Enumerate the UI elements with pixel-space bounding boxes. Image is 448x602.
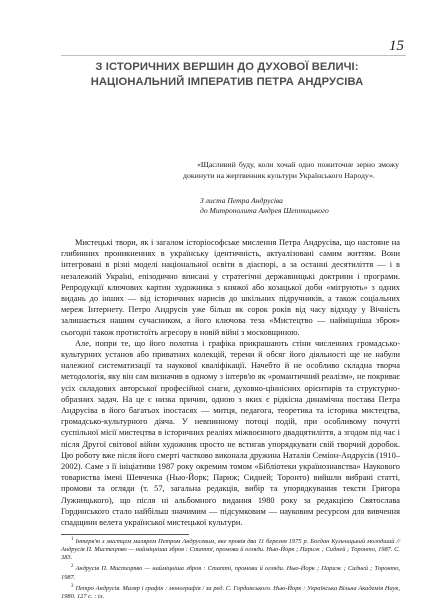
footnote-mark: 2 <box>71 564 74 570</box>
footnote-text: Інтерв'ю з мистцем малярем Петром Андрусевим, яке провів два 11 березня 1975 р. Богдан Кульчицький молодший // Андрусів П. Мистецтво — найміцніша зброя : Статті, промови й огляди. Нью-Йорк ; Париж ; Сидней ; Торонто, 1987. С. 383. <box>61 538 400 562</box>
header-divider <box>61 55 406 56</box>
page-number: 15 <box>389 38 404 54</box>
footnote-text: Андрусів П. Мистецтво — найміцніша зброя : Статті, промови й огляди. Нью-Йорк ; Париж ; Сидней ; Торонто, 1987. <box>61 565 400 581</box>
epigraph-quote: «Щасливий буду, коли хочай одно пожиточне зерно зможу докинути на жертвенник культури Українського Народу». <box>183 160 399 181</box>
epigraph-attribution-line-1: З листа Петра Андрусіва <box>200 196 283 205</box>
footnote-divider <box>61 534 189 535</box>
chapter-title: З ІСТОРИЧНИХ ВЕРШИН ДО ДУХОВОЇ ВЕЛИЧІ: НАЦІОНАЛЬНИЙ ІМПЕРАТИВ ПЕТРА АНДРУСІВА <box>90 61 364 88</box>
epigraph-attribution-line-2: до Митрополита Андрея Шептицького <box>200 206 329 216</box>
footnote-text: Петро Андрусів. Маляр і графік : монографія / за ред. С. Гординського. Нью-Йорк : Українська Вільна Академія Наук, 1980. 127 с. : іл. <box>61 584 400 600</box>
footnote-mark: 1 <box>71 537 74 542</box>
paragraph: Але, попри те, що його полотна і графіка прикрашають стіни численних громадсько-культурних установ або приватних колекцій, терени й обсяг його діяльності ще не набули належної систематизації та наукової кваліфікації. Начебто й не особливо складна творча методологія, яку він сам визначив в одному з інтерв'ю як «романтичний реалізм», не покриває усіх складових авторської професійної снаги, духовно-ціннісних орієнтирів та структурно-образних задач. На це є низка причин, одною з яких є рідкісна динамічна постава Петра Андрусіва в його багатьох іпостасях — митця, педагога, теоретика та історика мистецтва, громадсько-культурного діяча. У невпинному потоці подій, при особливому почутті суспільної місії мистецтва в історичних реаліях міжвоєнного двадцятиліття, а згодом під час і після Другої світової війни художник просто не встигав упорядкувати свій творчий доробок. Цю роботу вже після його смерті частково виконала дружина Наталія Семіон-Андрусів (1910–2002). Саме з її ініціативи 1987 року окремим томом «Бібліотеки українознавства» Наукового товариства імені Шевченка (Нью-Йорк; Париж; Сидней; Торонто) вийшли вибрані статті, промови та огляди (т. 57, загальна редакція, вибір та упорядкування тексти Григора Лужницького), що після ні альбомного видання 1980 року за редакцією Святослава Гординського стало найбільш значимим — підсумковим — науковим ресурсом для вивчення спадщини велета української мистецької культури. <box>61 338 400 528</box>
epigraph-attribution <box>200 196 400 217</box>
footnote-mark: 3 <box>71 583 74 589</box>
paragraph: Мистецькі твори, як і загалом історіософське мислення Петра Андрусіва, що настояне на глибинних проникненнях в українську ідентичність, актуалізовані самим життям. Вони інтегровані в різні моделі національної освіти в діаспорі, а за останні десятиліття — і в незалежній Україні, епізодично вписані у стратегічні державницькі доктрини і програми. Репродукції ключових картин художника з княжої або козацької доби «мігрують» з одних видань до інших — від історичних нарисів до шкільних підручників, а також соціальних мереж Інтернету. Петро Андрусів уже більш як сорок років від часу відходу у Вічність залишається нашим сучасником, а його ключова теза «Мистецтво — найміцніша зброя» сьогодні також протистоїть агресору в новій війні з московщиною. <box>61 238 400 337</box>
footnote <box>61 563 400 581</box>
body-text <box>61 237 400 528</box>
footnote <box>61 536 400 562</box>
footnote <box>61 583 400 601</box>
footnotes <box>61 536 400 602</box>
